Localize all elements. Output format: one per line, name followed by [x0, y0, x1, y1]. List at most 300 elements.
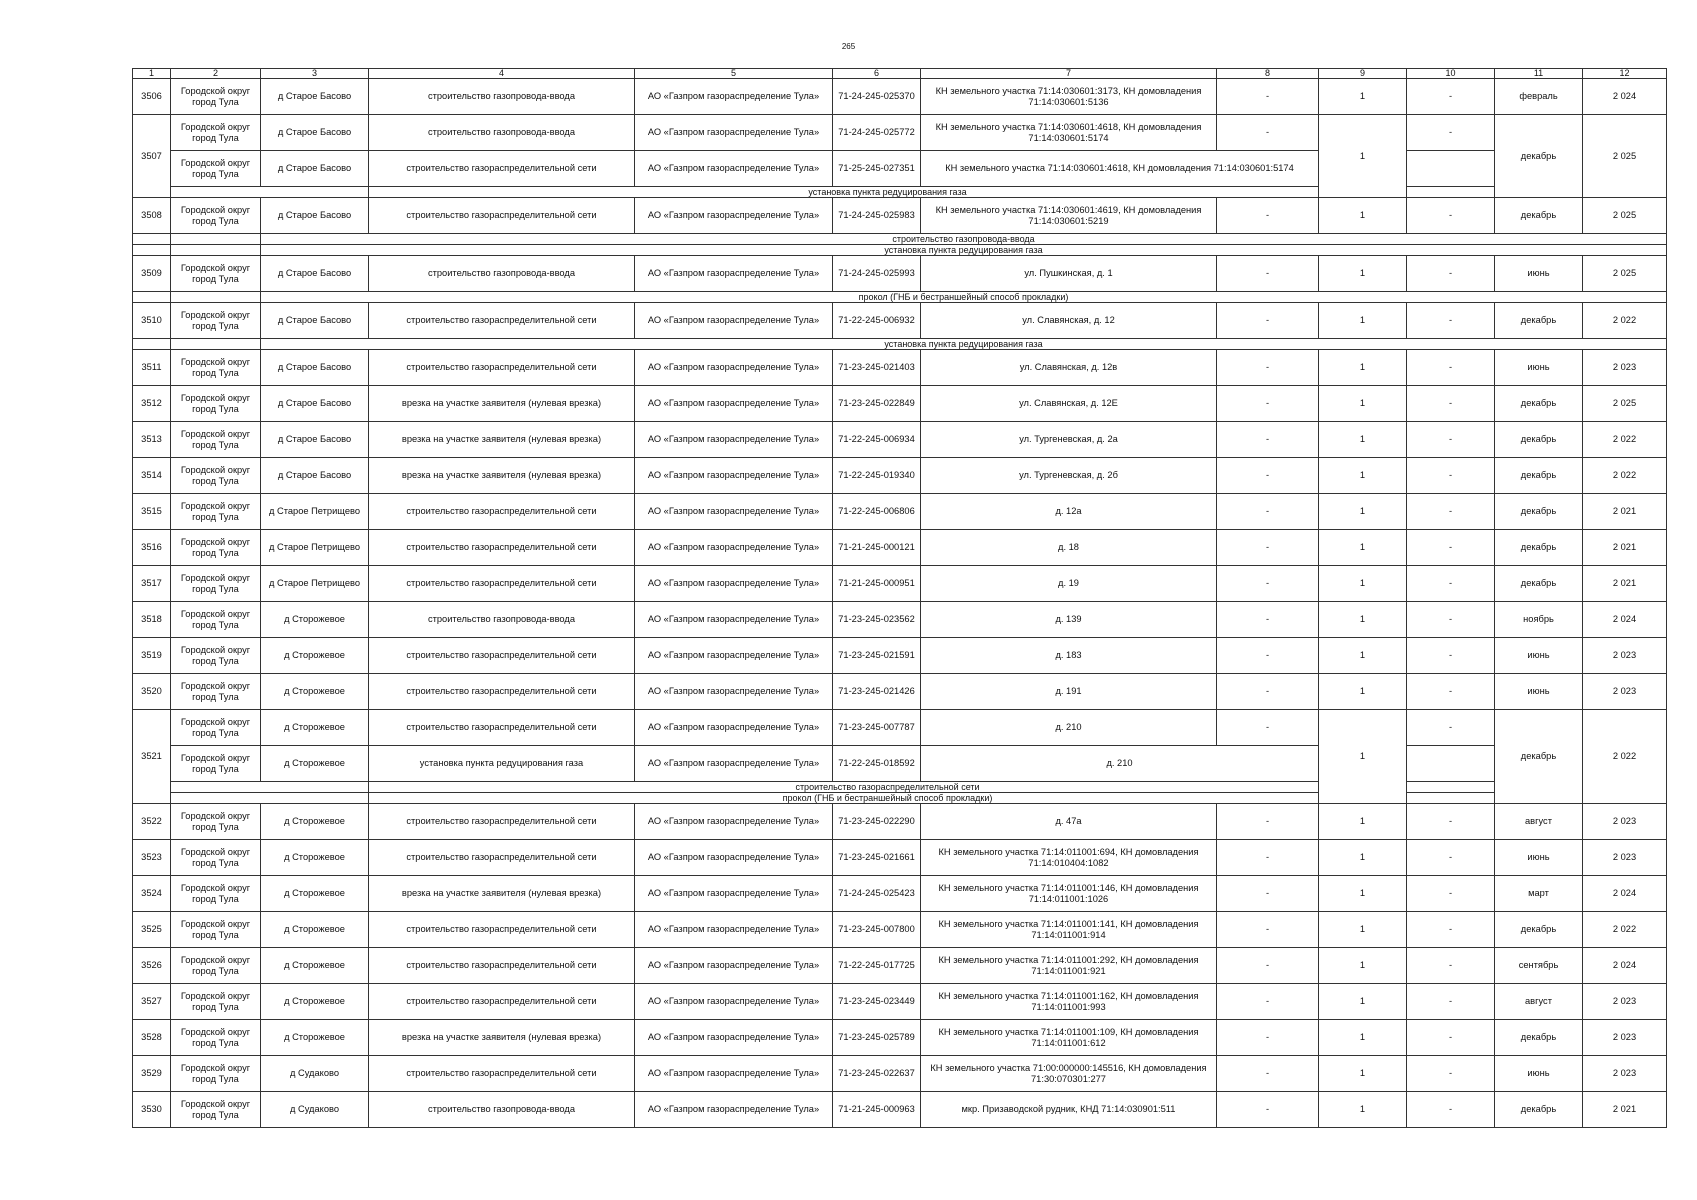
annotation-row	[133, 793, 1667, 804]
organization-cell: АО «Газпром газораспределение Тула»	[635, 79, 833, 115]
organization-cell: АО «Газпром газораспределение Тула»	[635, 422, 833, 458]
month-cell: август	[1495, 804, 1583, 840]
month-cell: июнь	[1495, 674, 1583, 710]
municipality-cell: Городской округ город Тула	[171, 1092, 261, 1128]
application-code-cell: 71-22-245-018592	[833, 746, 921, 782]
work-type-cell: строительство газораспределительной сети	[369, 303, 635, 339]
address-cell: д. 19	[921, 566, 1217, 602]
application-code-cell: 71-22-245-006932	[833, 303, 921, 339]
organization-cell: АО «Газпром газораспределение Тула»	[635, 746, 833, 782]
application-code-cell: 71-24-245-025772	[833, 115, 921, 151]
annotation-row	[133, 234, 1667, 245]
organization-cell: АО «Газпром газораспределение Тула»	[635, 912, 833, 948]
address-cell: ул. Пушкинская, д. 1	[921, 256, 1217, 292]
col8-cell: -	[1217, 912, 1319, 948]
col10-cell: -	[1407, 710, 1495, 746]
organization-cell: АО «Газпром газораспределение Тула»	[635, 198, 833, 234]
municipality-cell: Городской округ город Тула	[171, 912, 261, 948]
row-number: 3518	[133, 602, 171, 638]
address-cell: ул. Тургеневская, д. 2а	[921, 422, 1217, 458]
table-row	[133, 638, 1667, 674]
col8-cell: -	[1217, 948, 1319, 984]
municipality-cell: Городской округ город Тула	[171, 876, 261, 912]
col10-cell: -	[1407, 602, 1495, 638]
table-row	[133, 1092, 1667, 1128]
table-row	[133, 530, 1667, 566]
work-type-cell: строительство газопровода-ввода	[369, 79, 635, 115]
address-cell: ул. Тургеневская, д. 2б	[921, 458, 1217, 494]
locality-cell: д Старое Басово	[261, 422, 369, 458]
col8-cell: -	[1217, 840, 1319, 876]
year-cell: 2 021	[1583, 494, 1667, 530]
year-cell: 2 023	[1583, 350, 1667, 386]
row-number: 3519	[133, 638, 171, 674]
municipality-cell: Городской округ город Тула	[171, 198, 261, 234]
table-row	[133, 1056, 1667, 1092]
row-number: 3513	[133, 422, 171, 458]
application-code-cell: 71-22-245-017725	[833, 948, 921, 984]
table-row	[133, 876, 1667, 912]
organization-cell: АО «Газпром газораспределение Тула»	[635, 386, 833, 422]
table-row	[133, 256, 1667, 292]
year-cell: 2 025	[1583, 115, 1667, 198]
col8-cell: -	[1217, 710, 1319, 746]
application-code-cell: 71-24-245-025983	[833, 198, 921, 234]
col9-cell: 1	[1319, 1092, 1407, 1128]
col9-cell: 1	[1319, 804, 1407, 840]
municipality-cell: Городской округ город Тула	[171, 79, 261, 115]
col8-cell: -	[1217, 638, 1319, 674]
municipality-cell: Городской округ город Тула	[171, 530, 261, 566]
column-header: 2	[171, 69, 261, 79]
row-number: 3510	[133, 303, 171, 339]
locality-cell: д Старое Петрищево	[261, 566, 369, 602]
col9-cell: 1	[1319, 1020, 1407, 1056]
col10-cell: -	[1407, 840, 1495, 876]
page-number: 265	[841, 42, 856, 51]
municipality-cell: Городской округ город Тула	[171, 638, 261, 674]
col10-cell: -	[1407, 674, 1495, 710]
year-cell: 2 025	[1583, 386, 1667, 422]
row-number: 3525	[133, 912, 171, 948]
column-header: 9	[1319, 69, 1407, 79]
annotation-text: строительство газораспределительной сети	[369, 782, 1407, 793]
application-code-cell: 71-23-245-021661	[833, 840, 921, 876]
locality-cell: д Старое Петрищево	[261, 530, 369, 566]
organization-cell: АО «Газпром газораспределение Тула»	[635, 1092, 833, 1128]
work-type-cell: строительство газораспределительной сети	[369, 566, 635, 602]
row-number: 3521	[133, 710, 171, 804]
locality-cell: д Старое Басово	[261, 350, 369, 386]
row-number: 3514	[133, 458, 171, 494]
application-code-cell: 71-22-245-006934	[833, 422, 921, 458]
col8-cell: -	[1217, 1092, 1319, 1128]
col8-cell: -	[1217, 198, 1319, 234]
address-cell: КН земельного участка 71:14:030601:4618, КН домовладения 71:14:030601:5174	[921, 115, 1217, 151]
year-cell: 2 021	[1583, 566, 1667, 602]
col9-cell: 1	[1319, 1056, 1407, 1092]
annotation-text: установка пункта редуцирования газа	[261, 339, 1667, 350]
month-cell: декабрь	[1495, 115, 1583, 198]
table-row	[133, 602, 1667, 638]
locality-cell: д Сторожевое	[261, 638, 369, 674]
col8-cell: -	[1217, 350, 1319, 386]
address-cell: КН земельного участка 71:14:011001:109, КН домовладения 71:14:011001:612	[921, 1020, 1217, 1056]
municipality-cell: Городской округ город Тула	[171, 115, 261, 151]
work-type-cell: строительство газораспределительной сети	[369, 710, 635, 746]
locality-cell: д Сторожевое	[261, 674, 369, 710]
month-cell: декабрь	[1495, 530, 1583, 566]
application-code-cell: 71-23-245-023449	[833, 984, 921, 1020]
col9-cell: 1	[1319, 984, 1407, 1020]
col9-cell: 1	[1319, 710, 1407, 804]
work-type-cell: строительство газораспределительной сети	[369, 804, 635, 840]
year-cell: 2 024	[1583, 876, 1667, 912]
column-header: 7	[921, 69, 1217, 79]
column-header: 1	[133, 69, 171, 79]
month-cell: декабрь	[1495, 566, 1583, 602]
col8-cell: -	[1217, 984, 1319, 1020]
annotation-text: прокол (ГНБ и бестраншейный способ прокладки)	[369, 793, 1407, 804]
col8-cell: -	[1217, 115, 1319, 151]
row-number: 3529	[133, 1056, 171, 1092]
month-cell: декабрь	[1495, 386, 1583, 422]
work-type-cell: врезка на участке заявителя (нулевая врезка)	[369, 386, 635, 422]
year-cell: 2 021	[1583, 1092, 1667, 1128]
address-cell: ул. Славянская, д. 12	[921, 303, 1217, 339]
address-cell: д. 18	[921, 530, 1217, 566]
organization-cell: АО «Газпром газораспределение Тула»	[635, 151, 833, 187]
municipality-cell: Городской округ город Тула	[171, 386, 261, 422]
organization-cell: АО «Газпром газораспределение Тула»	[635, 876, 833, 912]
address-cell: КН земельного участка 71:14:030601:4618, КН домовладения 71:14:030601:5174	[921, 151, 1319, 187]
municipality-cell: Городской округ город Тула	[171, 458, 261, 494]
table-row	[133, 804, 1667, 840]
table-row	[133, 458, 1667, 494]
annotation-row	[133, 245, 1667, 256]
col9-cell: 1	[1319, 494, 1407, 530]
locality-cell: д Сторожевое	[261, 876, 369, 912]
locality-cell: д Судаково	[261, 1092, 369, 1128]
municipality-cell: Городской округ город Тула	[171, 746, 261, 782]
annotation-text: строительство газопровода-ввода	[261, 234, 1667, 245]
work-type-cell: строительство газопровода-ввода	[369, 256, 635, 292]
application-code-cell: 71-21-245-000951	[833, 566, 921, 602]
application-code-cell: 71-23-245-025789	[833, 1020, 921, 1056]
month-cell: июнь	[1495, 638, 1583, 674]
locality-cell: д Старое Басово	[261, 115, 369, 151]
col10-cell: -	[1407, 566, 1495, 602]
organization-cell: АО «Газпром газораспределение Тула»	[635, 115, 833, 151]
work-type-cell: врезка на участке заявителя (нулевая врезка)	[369, 1020, 635, 1056]
municipality-cell: Городской округ город Тула	[171, 303, 261, 339]
year-cell: 2 025	[1583, 256, 1667, 292]
municipality-cell: Городской округ город Тула	[171, 804, 261, 840]
column-header: 8	[1217, 69, 1319, 79]
application-code-cell: 71-24-245-025423	[833, 876, 921, 912]
col9-cell: 1	[1319, 198, 1407, 234]
col9-cell: 1	[1319, 422, 1407, 458]
address-cell: ул. Славянская, д. 12Е	[921, 386, 1217, 422]
organization-cell: АО «Газпром газораспределение Тула»	[635, 638, 833, 674]
row-number: 3524	[133, 876, 171, 912]
year-cell: 2 022	[1583, 458, 1667, 494]
year-cell: 2 024	[1583, 79, 1667, 115]
month-cell: июнь	[1495, 256, 1583, 292]
col9-cell: 1	[1319, 638, 1407, 674]
address-cell: д. 183	[921, 638, 1217, 674]
locality-cell: д Сторожевое	[261, 1020, 369, 1056]
table-row	[133, 422, 1667, 458]
table-row	[133, 1020, 1667, 1056]
table-row	[133, 350, 1667, 386]
address-cell: КН земельного участка 71:14:011001:694, КН домовладения 71:14:010404:1082	[921, 840, 1217, 876]
col10-cell: -	[1407, 386, 1495, 422]
col8-cell: -	[1217, 494, 1319, 530]
year-cell: 2 022	[1583, 912, 1667, 948]
organization-cell: АО «Газпром газораспределение Тула»	[635, 984, 833, 1020]
col9-cell: 1	[1319, 303, 1407, 339]
month-cell: декабрь	[1495, 422, 1583, 458]
col9-cell: 1	[1319, 386, 1407, 422]
column-header: 3	[261, 69, 369, 79]
col10-cell: -	[1407, 303, 1495, 339]
year-cell: 2 023	[1583, 984, 1667, 1020]
col10-cell: -	[1407, 494, 1495, 530]
application-code-cell: 71-25-245-027351	[833, 151, 921, 187]
organization-cell: АО «Газпром газораспределение Тула»	[635, 710, 833, 746]
work-type-cell: строительство газораспределительной сети	[369, 350, 635, 386]
month-cell: декабрь	[1495, 303, 1583, 339]
year-cell: 2 023	[1583, 1020, 1667, 1056]
month-cell: июнь	[1495, 350, 1583, 386]
gasification-register-table	[132, 68, 1667, 1128]
col8-cell: -	[1217, 876, 1319, 912]
work-type-cell: строительство газораспределительной сети	[369, 674, 635, 710]
column-header: 6	[833, 69, 921, 79]
col8-cell: -	[1217, 1056, 1319, 1092]
organization-cell: АО «Газпром газораспределение Тула»	[635, 494, 833, 530]
locality-cell: д Сторожевое	[261, 804, 369, 840]
month-cell: декабрь	[1495, 198, 1583, 234]
address-cell: КН земельного участка 71:14:030601:3173, КН домовладения 71:14:030601:5136	[921, 79, 1217, 115]
row-number: 3526	[133, 948, 171, 984]
year-cell: 2 023	[1583, 638, 1667, 674]
annotation-text: установка пункта редуцирования газа	[369, 187, 1407, 198]
locality-cell: д Старое Басово	[261, 79, 369, 115]
column-header: 12	[1583, 69, 1667, 79]
organization-cell: АО «Газпром газораспределение Тула»	[635, 674, 833, 710]
municipality-cell: Городской округ город Тула	[171, 566, 261, 602]
row-number: 3511	[133, 350, 171, 386]
address-cell: КН земельного участка 71:14:011001:146, КН домовладения 71:14:011001:1026	[921, 876, 1217, 912]
year-cell: 2 023	[1583, 1056, 1667, 1092]
row-number: 3530	[133, 1092, 171, 1128]
locality-cell: д Сторожевое	[261, 984, 369, 1020]
column-header: 11	[1495, 69, 1583, 79]
work-type-cell: строительство газораспределительной сети	[369, 840, 635, 876]
col8-cell: -	[1217, 566, 1319, 602]
municipality-cell: Городской округ город Тула	[171, 948, 261, 984]
organization-cell: АО «Газпром газораспределение Тула»	[635, 458, 833, 494]
row-number: 3516	[133, 530, 171, 566]
municipality-cell: Городской округ город Тула	[171, 350, 261, 386]
application-code-cell: 71-23-245-007787	[833, 710, 921, 746]
col10-cell: -	[1407, 1092, 1495, 1128]
row-number: 3515	[133, 494, 171, 530]
col8-cell: -	[1217, 1020, 1319, 1056]
col8-cell: -	[1217, 422, 1319, 458]
month-cell: декабрь	[1495, 912, 1583, 948]
year-cell: 2 024	[1583, 948, 1667, 984]
work-type-cell: строительство газораспределительной сети	[369, 638, 635, 674]
work-type-cell: строительство газораспределительной сети	[369, 984, 635, 1020]
organization-cell: АО «Газпром газораспределение Тула»	[635, 303, 833, 339]
year-cell: 2 023	[1583, 840, 1667, 876]
table-row	[133, 948, 1667, 984]
organization-cell: АО «Газпром газораспределение Тула»	[635, 602, 833, 638]
address-cell: д. 12а	[921, 494, 1217, 530]
col8-cell: -	[1217, 804, 1319, 840]
organization-cell: АО «Газпром газораспределение Тула»	[635, 530, 833, 566]
application-code-cell: 71-23-245-022637	[833, 1056, 921, 1092]
col9-cell: 1	[1319, 256, 1407, 292]
work-type-cell: строительство газораспределительной сети	[369, 494, 635, 530]
work-type-cell: строительство газопровода-ввода	[369, 1092, 635, 1128]
locality-cell: д Судаково	[261, 1056, 369, 1092]
row-number: 3522	[133, 804, 171, 840]
work-type-cell: строительство газораспределительной сети	[369, 151, 635, 187]
annotation-row	[133, 782, 1667, 793]
col10-cell: -	[1407, 984, 1495, 1020]
locality-cell: д Сторожевое	[261, 746, 369, 782]
address-cell: КН земельного участка 71:00:000000:145516, КН домовладения 71:30:070301:277	[921, 1056, 1217, 1092]
work-type-cell: установка пункта редуцирования газа	[369, 746, 635, 782]
application-code-cell: 71-22-245-006806	[833, 494, 921, 530]
table-row	[133, 386, 1667, 422]
locality-cell: д Сторожевое	[261, 710, 369, 746]
row-number: 3527	[133, 984, 171, 1020]
organization-cell: АО «Газпром газораспределение Тула»	[635, 256, 833, 292]
application-code-cell: 71-23-245-023562	[833, 602, 921, 638]
col8-cell: -	[1217, 674, 1319, 710]
col8-cell: -	[1217, 303, 1319, 339]
locality-cell: д Сторожевое	[261, 948, 369, 984]
table-row	[133, 710, 1667, 746]
application-code-cell: 71-23-245-007800	[833, 912, 921, 948]
col10-cell: -	[1407, 198, 1495, 234]
year-cell: 2 023	[1583, 674, 1667, 710]
organization-cell: АО «Газпром газораспределение Тула»	[635, 948, 833, 984]
table-row	[133, 840, 1667, 876]
address-cell: КН земельного участка 71:14:011001:141, КН домовладения 71:14:011001:914	[921, 912, 1217, 948]
application-code-cell: 71-23-245-022849	[833, 386, 921, 422]
col8-cell: -	[1217, 386, 1319, 422]
annotation-row	[133, 187, 1667, 198]
locality-cell: д Старое Басово	[261, 386, 369, 422]
address-cell: д. 191	[921, 674, 1217, 710]
address-cell: КН земельного участка 71:14:030601:4619, КН домовладения 71:14:030601:5219	[921, 198, 1217, 234]
municipality-cell: Городской округ город Тула	[171, 422, 261, 458]
municipality-cell: Городской округ город Тула	[171, 1020, 261, 1056]
col10-cell: -	[1407, 948, 1495, 984]
row-number: 3520	[133, 674, 171, 710]
col10-cell: -	[1407, 115, 1495, 151]
month-cell: декабрь	[1495, 1092, 1583, 1128]
column-header: 4	[369, 69, 635, 79]
month-cell: декабрь	[1495, 1020, 1583, 1056]
organization-cell: АО «Газпром газораспределение Тула»	[635, 1056, 833, 1092]
organization-cell: АО «Газпром газораспределение Тула»	[635, 566, 833, 602]
locality-cell: д Старое Басово	[261, 256, 369, 292]
application-code-cell: 71-24-245-025370	[833, 79, 921, 115]
col9-cell: 1	[1319, 115, 1407, 198]
column-header: 10	[1407, 69, 1495, 79]
col9-cell: 1	[1319, 912, 1407, 948]
municipality-cell: Городской округ город Тула	[171, 602, 261, 638]
year-cell: 2 023	[1583, 804, 1667, 840]
year-cell: 2 021	[1583, 530, 1667, 566]
address-cell: КН земельного участка 71:14:011001:162, КН домовладения 71:14:011001:993	[921, 984, 1217, 1020]
address-cell: КН земельного участка 71:14:011001:292, КН домовладения 71:14:011001:921	[921, 948, 1217, 984]
col9-cell: 1	[1319, 79, 1407, 115]
work-type-cell: врезка на участке заявителя (нулевая врезка)	[369, 458, 635, 494]
col8-cell: -	[1217, 79, 1319, 115]
application-code-cell: 71-24-245-025993	[833, 256, 921, 292]
col8-cell: -	[1217, 602, 1319, 638]
work-type-cell: врезка на участке заявителя (нулевая врезка)	[369, 876, 635, 912]
application-code-cell: 71-21-245-000121	[833, 530, 921, 566]
header-row	[133, 69, 1667, 79]
col9-cell: 1	[1319, 602, 1407, 638]
col9-cell: 1	[1319, 458, 1407, 494]
row-number: 3506	[133, 79, 171, 115]
col9-cell: 1	[1319, 566, 1407, 602]
month-cell: ноябрь	[1495, 602, 1583, 638]
year-cell: 2 024	[1583, 602, 1667, 638]
month-cell: июнь	[1495, 840, 1583, 876]
table-row	[133, 746, 1667, 782]
work-type-cell: строительство газораспределительной сети	[369, 948, 635, 984]
table-row	[133, 912, 1667, 948]
organization-cell: АО «Газпром газораспределение Тула»	[635, 804, 833, 840]
col10-cell: -	[1407, 1056, 1495, 1092]
work-type-cell: строительство газопровода-ввода	[369, 115, 635, 151]
col10-cell: -	[1407, 638, 1495, 674]
col10-cell: -	[1407, 256, 1495, 292]
col9-cell: 1	[1319, 350, 1407, 386]
address-cell: д. 210	[921, 710, 1217, 746]
annotation-row	[133, 339, 1667, 350]
table-row	[133, 494, 1667, 530]
address-cell: мкр. Призаводской рудник, КНД 71:14:030901:511	[921, 1092, 1217, 1128]
year-cell: 2 022	[1583, 422, 1667, 458]
annotation-row	[133, 292, 1667, 303]
annotation-text: прокол (ГНБ и бестраншейный способ прокладки)	[261, 292, 1667, 303]
municipality-cell: Городской округ город Тула	[171, 151, 261, 187]
month-cell: декабрь	[1495, 458, 1583, 494]
col10-cell: -	[1407, 530, 1495, 566]
month-cell: август	[1495, 984, 1583, 1020]
col9-cell: 1	[1319, 530, 1407, 566]
col10-cell: -	[1407, 912, 1495, 948]
locality-cell: д Старое Басово	[261, 151, 369, 187]
table-row	[133, 115, 1667, 151]
application-code-cell: 71-23-245-022290	[833, 804, 921, 840]
col8-cell: -	[1217, 256, 1319, 292]
annotation-text: установка пункта редуцирования газа	[261, 245, 1667, 256]
table-row	[133, 79, 1667, 115]
